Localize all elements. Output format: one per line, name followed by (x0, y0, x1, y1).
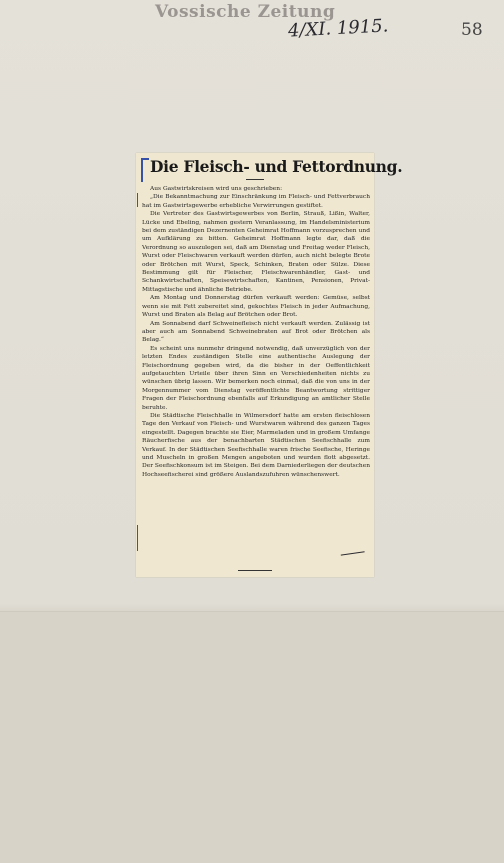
lower-paper-band (0, 611, 504, 863)
handwritten-date: 4/XI. 1915. (287, 15, 389, 42)
article-body (142, 185, 370, 479)
article-end-rule (238, 570, 272, 571)
article-paragraph: „Die Bekanntmachung zur Einschränkung im Fleisch- und Fettverbrauch hat im Gastwirtsgewerbe erhebliche Verwirrungen gestiftet. (142, 194, 370, 209)
article-paragraph: Am Montag und Donnerstag dürfen verkauft werden: Gemüse, selbst wenn sie mit Fett zubereitet sind, gekochtes Fleisch in jeder Aufmachung, Wurst und Braten als Belag auf Brötchen oder Brot. (142, 295, 370, 319)
article-headline: Die Fleisch- und Fettordnung. (150, 157, 403, 176)
page-number: 58 (461, 20, 483, 40)
article-paragraph: Die Städtische Fleischhalle in Wilmersdorf hatte am ersten fleischlosen Tage den Verkauf von Fleisch- und Wurstwaren während des ganzen Tages eingestellt. Dagegen brachte sie Eier, Marmeladen und in großem Umfange Räucherfische aus der benachbarten Städtischen Seefischhalle zum Verkauf. In der Städtischen Seefischhalle waren frische Seefische, Heringe und Muscheln in großen Mengen angeboten und wurden flott abgesetzt. Der Seefischkonsum ist im Steigen. Bei dem Darniederliegen der deutschen Hochseefischerei sind größere Auslandszufuhren wünschenswert. (142, 412, 370, 478)
article-paragraph: Die Vertreter des Gastwirtsgewerbes von Berlin, Strauß, Lißin, Walter, Lücke und Ebeling, nahmen gestern Veranlassung, im Handelsministerium bei dem zuständigen Dezernenten Geheimrat Hoffmann vorzusprechen und um Aufklärung zu bitten. Geheimrat Hoffmann legte dar, daß die Verordnung so auszulegen sei, daß am Dienstag und Freitag weder Fleisch, Wurst oder Fleischwaren verkauft werden dürfen, auch nicht belegte Brote oder Brötchen mit Wurst, Speck, Schinken, Braten oder Sülze. Diese Bestimmung gilt für Fleischer, Fleischwarenhändler, Gast- und Schankwirtschaften, Speisewirtschaften, Kantinen, Pensionen, Privat-Mittagstische und ähnliche Betriebe. (142, 211, 370, 293)
article-paragraph: Es scheint uns nunmehr dringend notwendig, daß unverzüglich von der letzten Endes zuständigen Stelle eine authentische Auslegung der Fleischordnung gegeben wird, da die bisher in der Oeffentlichkeit aufgetauchten Urteile über ihren Sinn en Verschiedenheiten nichts zu wünschen übrig lassen. Wir bemerken noch einmal, daß die von uns in der Morgennummer vom Dienstag veröffentlichte Beantwortung strittiger Fragen der Fleischordnung ebenfalls auf Erkundigung an amtlicher Stelle beruhte. (142, 345, 370, 411)
margin-mark (137, 193, 138, 207)
article-paragraph: Aus Gastwirtskreisen wird uns geschrieben: (150, 186, 283, 192)
newspaper-stamp: Vossische Zeitung (155, 2, 336, 22)
margin-mark (137, 525, 138, 551)
headline-rule (246, 179, 264, 180)
article-paragraph: Am Sonnabend darf Schweinefleisch nicht verkauft werden. Zulässig ist aber auch am Sonnabend Schweinebraten auf Brot oder Brötchen als Belag.“ (142, 320, 370, 344)
newspaper-clipping (136, 153, 403, 577)
pencil-underline (339, 541, 364, 555)
blue-pencil-bracket (141, 158, 149, 182)
